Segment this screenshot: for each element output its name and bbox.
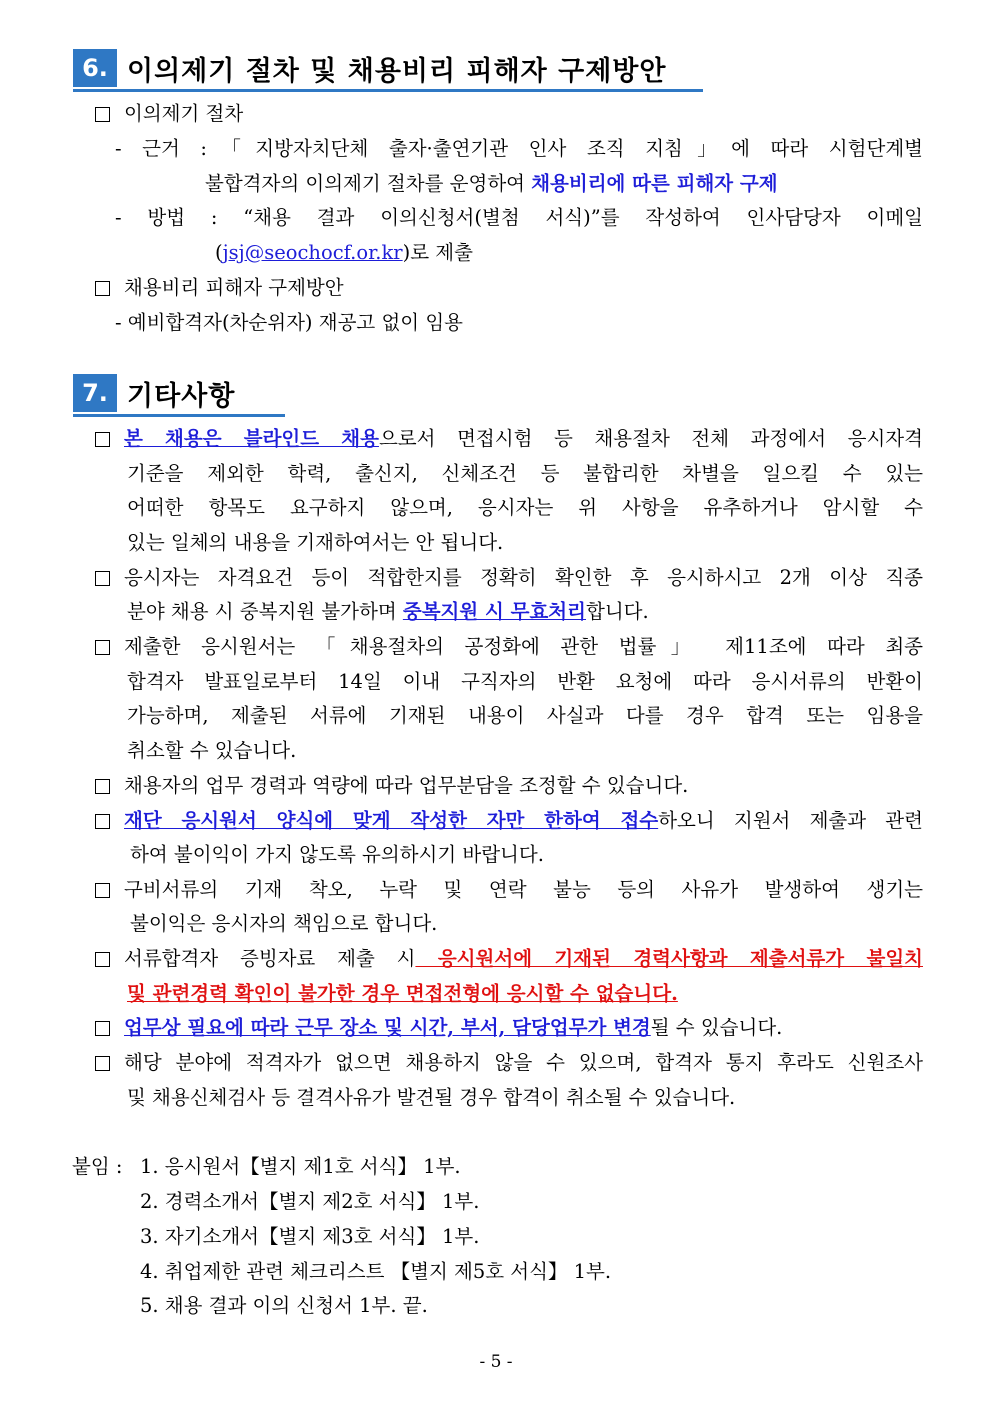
section-6-heading	[73, 48, 666, 88]
checkbox-icon	[95, 432, 110, 447]
paragraph-7-line: 및 관련경력 확인이 불가한 경우 면접전형에 응시할 수 없습니다.	[127, 982, 678, 1005]
heading-underline	[73, 89, 703, 92]
checkbox-icon	[95, 814, 110, 829]
basis-line-2: 불합격자의 이의제기 절차를 운영하여 채용비리에 따른 피해자 구제	[205, 172, 778, 195]
paragraph-8: 업무상 필요에 따라 근무 장소 및 시간, 부서, 담당업무가 변경될 수 있습니다.	[95, 1010, 782, 1045]
checkbox-item: 채용비리 피해자 구제방안	[95, 270, 344, 305]
remedy-line: - 예비합격자(차순위자) 재공고 없이 임용	[115, 311, 463, 334]
section-number: 7.	[73, 374, 117, 412]
attachment-item: 1. 응시원서【별지 제1호 서식】 1부.	[140, 1155, 461, 1178]
section-title: 기타사항	[127, 380, 236, 412]
paragraph-3: 제출한 응시원서는 「채용절차의 공정화에 관한 법률」 제11조에 따라 최종	[95, 629, 923, 664]
email-link[interactable]: jsj@seochocf.or.kr	[222, 241, 403, 264]
section-title: 이의제기 절차 및 채용비리 피해자 구제방안	[127, 55, 667, 87]
paragraph-5: 재단 응시원서 양식에 맞게 작성한 자만 한하여 접수하오니 지원서 제출과 관련	[95, 803, 923, 838]
paragraph-2-line: 분야 채용 시 중복지원 불가하며 중복지원 시 무효처리합니다.	[127, 600, 649, 623]
checkbox-icon	[95, 952, 110, 967]
checkbox-icon	[95, 281, 110, 296]
checkbox-icon	[95, 571, 110, 586]
checkbox-icon	[95, 107, 110, 122]
section-number: 6.	[73, 49, 117, 87]
paragraph-5-line: 하여 불이익이 가지 않도록 유의하시기 바랍니다.	[130, 843, 544, 866]
paragraph-3-line: 취소할 수 있습니다.	[127, 739, 297, 762]
attachment-item: 2. 경력소개서【별지 제2호 서식】 1부.	[140, 1190, 480, 1213]
basis-line: - 근거 :「지방자치단체 출자·출연기관 인사 조직 지침」에 따라 시험단계별	[115, 137, 923, 160]
paragraph-1-line: 있는 일체의 내용을 기재하여서는 안 됩니다.	[127, 531, 504, 554]
attachment-item: 4. 취업제한 관련 체크리스트 【별지 제5호 서식】 1부.	[140, 1260, 612, 1283]
attachment-item: 3. 자기소개서【별지 제3호 서식】 1부.	[140, 1225, 480, 1248]
attachment-item: 5. 채용 결과 이의 신청서 1부. 끝.	[140, 1294, 428, 1317]
checkbox-icon	[95, 640, 110, 655]
paragraph-1: 본 채용은 블라인드 채용으로서 면접시험 등 채용절차 전체 과정에서 응시자격	[95, 421, 923, 456]
paragraph-9: 해당 분야에 적격자가 없으면 채용하지 않을 수 있으며, 합격자 통지 후라도 신원조사	[95, 1045, 923, 1080]
section-7-heading	[73, 373, 235, 413]
checkbox-icon	[95, 779, 110, 794]
checkbox-icon	[95, 883, 110, 898]
paragraph-3-line: 가능하며, 제출된 서류에 기재된 내용이 사실과 다를 경우 합격 또는 임용을	[127, 704, 923, 727]
paragraph-9-line: 및 채용신체검사 등 결격사유가 발견될 경우 합격이 취소될 수 있습니다.	[127, 1086, 736, 1109]
method-line: - 방법 : “채용 결과 이의신청서(별첨 서식)”를 작성하여 인사담당자 이메일	[115, 206, 924, 229]
checkbox-icon	[95, 1021, 110, 1036]
paragraph-3-line: 합격자 발표일로부터 14일 이내 구직자의 반환 요청에 따라 응시서류의 반환이	[127, 670, 923, 693]
highlight-text: 채용비리에 따른 피해자 구제	[531, 172, 778, 195]
checkbox-icon	[95, 1056, 110, 1071]
paragraph-1-line: 어떠한 항목도 요구하지 않으며, 응시자는 위 사항을 유추하거나 암시할 수	[127, 496, 923, 519]
checkbox-item: 이의제기 절차	[95, 96, 243, 131]
heading-underline	[73, 414, 285, 417]
page-number: - 5 -	[479, 1352, 513, 1372]
email-line: (jsj@seochocf.or.kr)로 제출	[215, 241, 473, 264]
attachments-label: 붙임 :	[72, 1155, 123, 1178]
paragraph-1-line: 기준을 제외한 학력, 출신지, 신체조건 등 불합리한 차별을 일으킬 수 있는	[127, 462, 923, 485]
paragraph-6: 구비서류의 기재 착오, 누락 및 연락 불능 등의 사유가 발생하여 생기는	[95, 872, 923, 907]
paragraph-4: 채용자의 업무 경력과 역량에 따라 업무분담을 조정할 수 있습니다.	[95, 768, 688, 803]
paragraph-7: 서류합격자 증빙자료 제출 시 응시원서에 기재된 경력사항과 제출서류가 불일치	[95, 941, 923, 976]
paragraph-6-line: 불이익은 응시자의 책임으로 합니다.	[130, 912, 438, 935]
paragraph-2: 응시자는 자격요건 등이 적합한지를 정확히 확인한 후 응시하시고 2개 이상 직종	[95, 560, 923, 595]
